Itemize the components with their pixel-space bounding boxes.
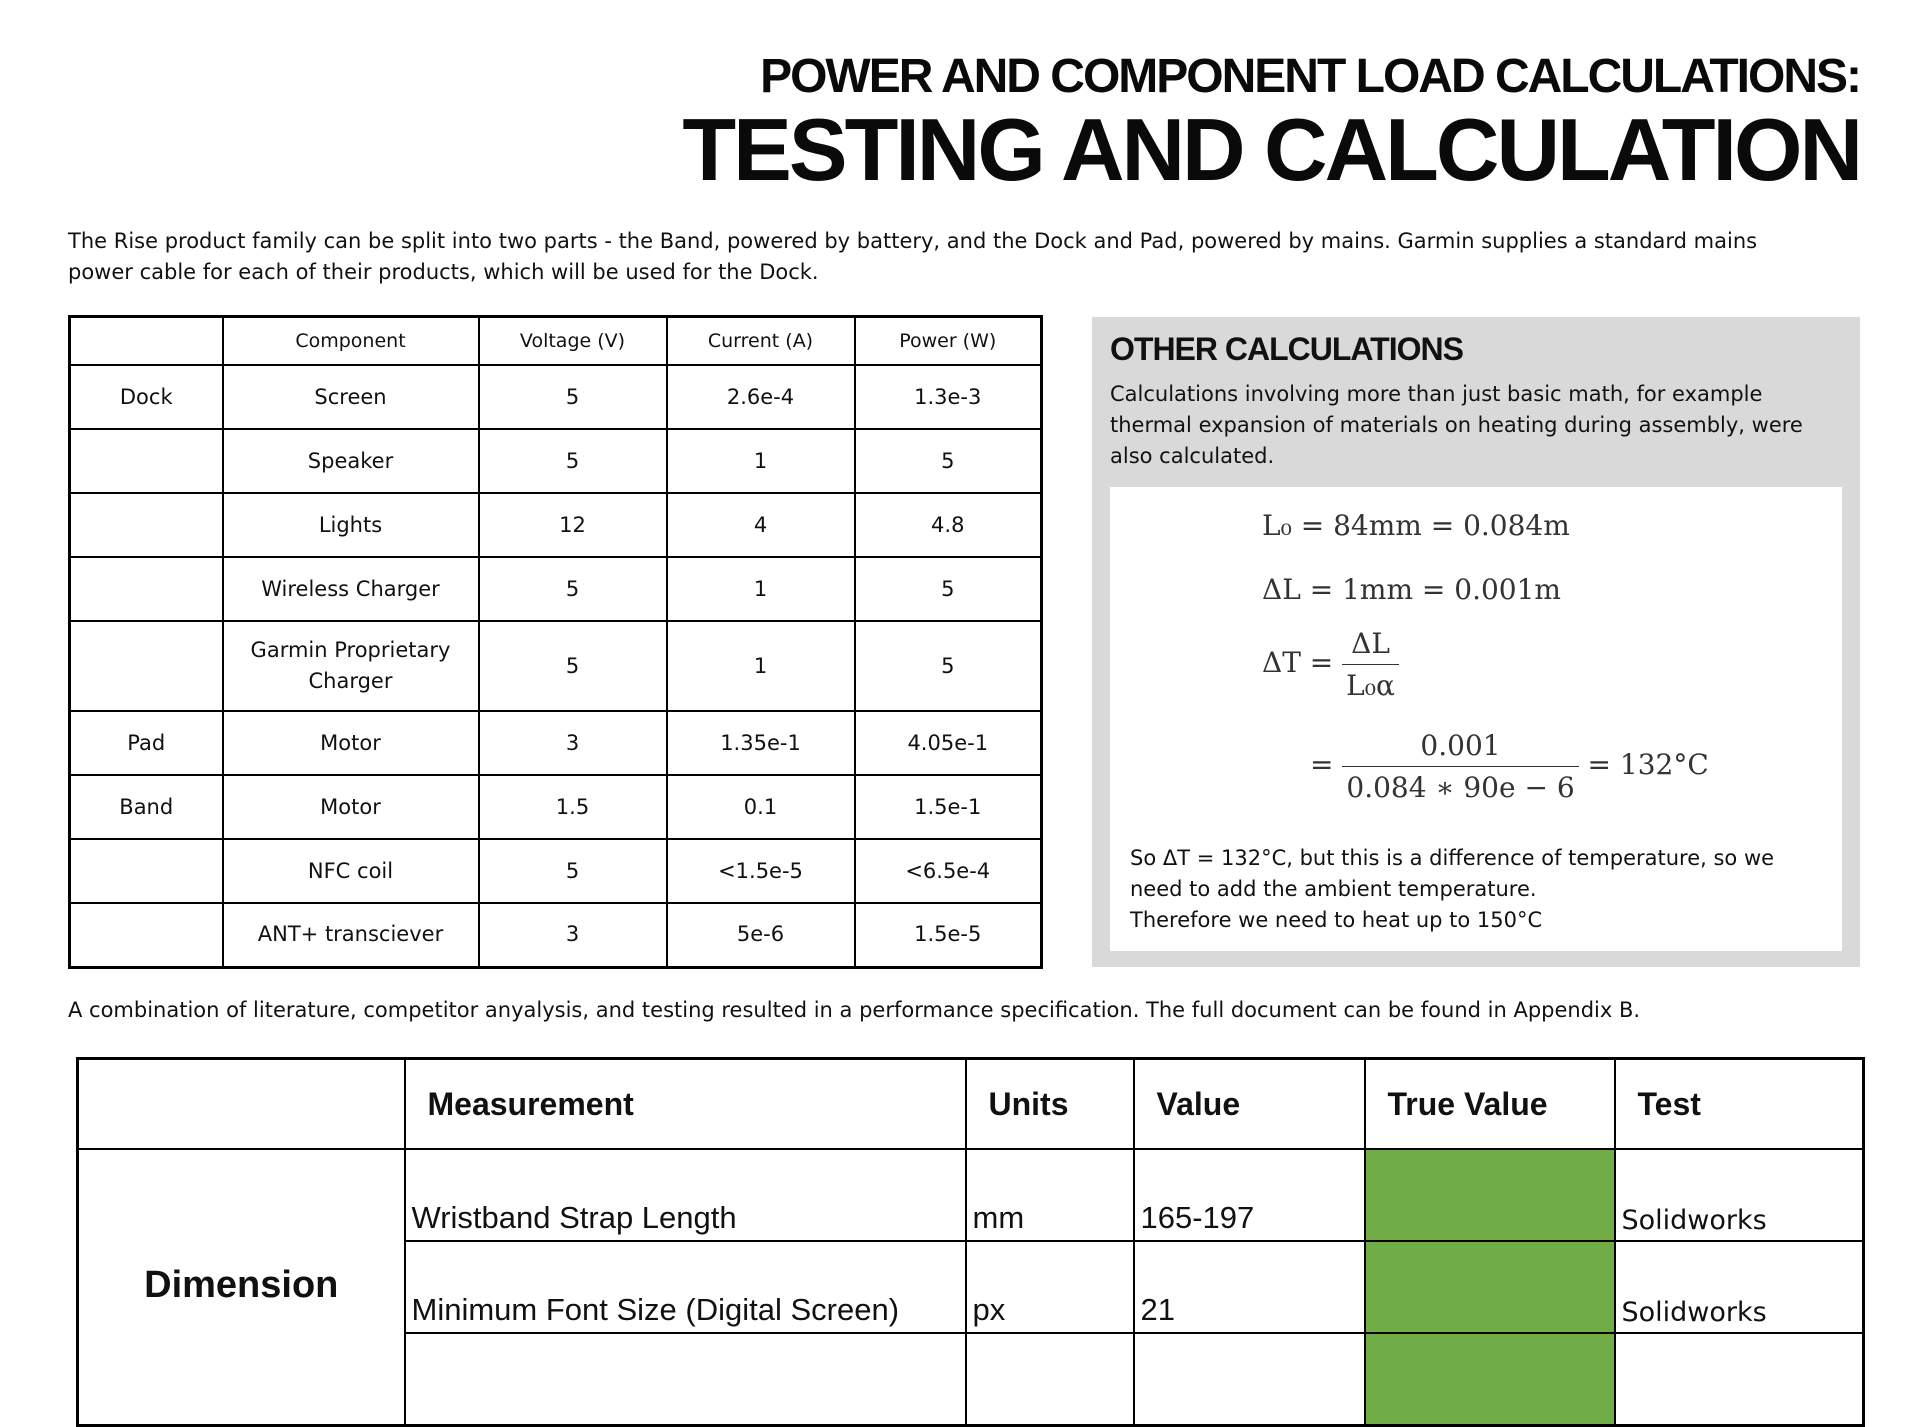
fraction-numerator: ΔL (1342, 627, 1399, 665)
equation-result (1310, 729, 1709, 804)
table-cell: 5 (479, 557, 667, 621)
spec-value: 21 (1134, 1241, 1365, 1333)
table-cell: Motor (223, 775, 479, 839)
fraction-denominator: L₀α (1346, 669, 1395, 702)
spec-units (966, 1333, 1134, 1426)
spec-header-row (78, 1059, 1864, 1150)
table-row (70, 429, 1042, 493)
power-header-current: Current (A) (667, 317, 855, 366)
spec-header-value: Value (1134, 1059, 1365, 1150)
table-row (70, 365, 1042, 429)
spec-header-test: Test (1615, 1059, 1864, 1150)
table-row (70, 621, 1042, 711)
table-cell: Speaker (223, 429, 479, 493)
table-cell: 1.35e-1 (667, 711, 855, 775)
page-header (682, 50, 1860, 200)
table-cell: 1 (667, 429, 855, 493)
spec-measurement (405, 1333, 966, 1426)
header-subtitle: POWER AND COMPONENT LOAD CALCULATIONS: (760, 50, 1860, 103)
table-cell: ANT+ transciever (223, 903, 479, 967)
table-cell: Screen (223, 365, 479, 429)
intro-paragraph: The Rise product family can be split into two parts - the Band, powered by battery, and the Dock and Pad, powered by mains. Garmin supplies a standard mains power cable for each of their products, which will be used for the Dock. (68, 229, 1758, 284)
spec-intro-paragraph: A combination of literature, competitor anyalysis, and testing resulted in a performance specification. The full document can be found in Appendix B. (68, 998, 1641, 1022)
power-header-component: Component (223, 317, 479, 366)
table-cell: 5 (479, 429, 667, 493)
fraction-numerator: 0.001 (1342, 729, 1578, 767)
power-header-voltage: Voltage (V) (479, 317, 667, 366)
table-cell: <1.5e-5 (667, 839, 855, 903)
table-cell: Pad (70, 711, 223, 775)
table-cell: 5 (479, 621, 667, 711)
calculation-note: So ΔT = 132°C, but this is a difference of temperature, so we need to add the ambient temperature. Therefore we need to heat up to 150°C (1130, 846, 1775, 932)
power-table (68, 315, 1043, 969)
table-cell: 4 (667, 493, 855, 557)
spec-header-units: Units (966, 1059, 1134, 1150)
table-cell: 5 (855, 557, 1042, 621)
table-row (70, 557, 1042, 621)
spec-measurement: Wristband Strap Length (405, 1149, 966, 1241)
equation-rhs: = 132°C (1587, 748, 1709, 781)
spec-true-value (1365, 1333, 1615, 1426)
table-cell (70, 839, 223, 903)
table-row (70, 711, 1042, 775)
spec-header-category (78, 1059, 405, 1150)
table-cell: NFC coil (223, 839, 479, 903)
spec-header-true-value: True Value (1365, 1059, 1615, 1150)
equation-initial-length: L₀ = 84mm = 0.084m (1262, 509, 1570, 542)
table-cell: Garmin Proprietary Charger (223, 621, 479, 711)
table-cell: 5 (479, 839, 667, 903)
spec-test: Solidworks (1615, 1149, 1864, 1241)
table-cell: Motor (223, 711, 479, 775)
equation-fraction (1342, 627, 1399, 702)
table-row (70, 839, 1042, 903)
table-cell (70, 429, 223, 493)
table-cell: 0.1 (667, 775, 855, 839)
table-cell: Wireless Charger (223, 557, 479, 621)
table-cell (70, 903, 223, 967)
spec-units: px (966, 1241, 1134, 1333)
table-cell (70, 557, 223, 621)
table-cell: 5 (479, 365, 667, 429)
table-cell: Band (70, 775, 223, 839)
equation-fraction (1342, 729, 1578, 804)
spec-measurement: Minimum Font Size (Digital Screen) (405, 1241, 966, 1333)
table-row (78, 1149, 1864, 1241)
power-header-group (70, 317, 223, 366)
table-cell (70, 493, 223, 557)
table-cell: 1.5e-1 (855, 775, 1042, 839)
table-cell: Dock (70, 365, 223, 429)
equation-delta-length: ΔL = 1mm = 0.001m (1262, 573, 1561, 606)
performance-spec-table (76, 1057, 1865, 1427)
other-calculations-panel (1092, 317, 1860, 967)
power-table-header-row (70, 317, 1042, 366)
table-row (70, 903, 1042, 967)
table-row (70, 775, 1042, 839)
equation-delta-temperature (1262, 627, 1399, 702)
table-cell: <6.5e-4 (855, 839, 1042, 903)
table-cell: 1 (667, 621, 855, 711)
table-cell (70, 621, 223, 711)
table-cell: 1.3e-3 (855, 365, 1042, 429)
table-cell: Lights (223, 493, 479, 557)
calculation-box (1110, 487, 1842, 951)
table-cell: 3 (479, 903, 667, 967)
spec-test: Solidworks (1615, 1241, 1864, 1333)
spec-true-value (1365, 1241, 1615, 1333)
equation-lhs: = (1310, 748, 1334, 781)
table-row (70, 493, 1042, 557)
spec-category-dimension: Dimension (78, 1149, 405, 1426)
table-cell: 1 (667, 557, 855, 621)
table-cell: 5 (855, 429, 1042, 493)
table-cell: 1.5 (479, 775, 667, 839)
table-cell: 3 (479, 711, 667, 775)
spec-value (1134, 1333, 1365, 1426)
table-cell: 4.05e-1 (855, 711, 1042, 775)
table-cell: 5e-6 (667, 903, 855, 967)
table-cell: 12 (479, 493, 667, 557)
table-cell: 4.8 (855, 493, 1042, 557)
page-title: TESTING AND CALCULATION (682, 100, 1860, 200)
power-header-power: Power (W) (855, 317, 1042, 366)
other-calculations-text: Calculations involving more than just basic math, for example thermal expansion of materials on heating during assembly, were also calculated. (1110, 382, 1803, 468)
table-cell: 1.5e-5 (855, 903, 1042, 967)
spec-true-value (1365, 1149, 1615, 1241)
other-calculations-title: OTHER CALCULATIONS (1110, 331, 1463, 367)
fraction-denominator: 0.084 ∗ 90e − 6 (1346, 771, 1575, 804)
table-cell: 5 (855, 621, 1042, 711)
table-cell: 2.6e-4 (667, 365, 855, 429)
spec-test (1615, 1333, 1864, 1426)
spec-units: mm (966, 1149, 1134, 1241)
spec-value: 165-197 (1134, 1149, 1365, 1241)
equation-lhs: ΔT = (1262, 646, 1334, 679)
spec-header-measurement: Measurement (405, 1059, 966, 1150)
